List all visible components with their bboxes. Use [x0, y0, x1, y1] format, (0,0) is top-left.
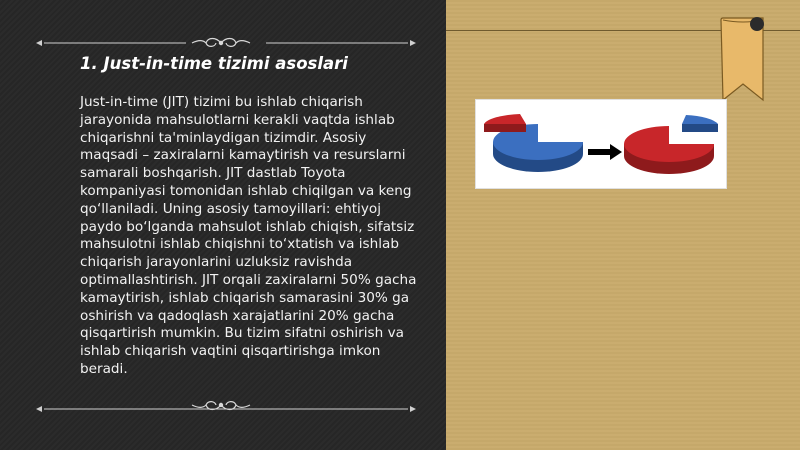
slide-body-text: Just-in-time (JIT) tizimi bu ishlab chiqarish jarayonida mahsulotlarni kerakli vaqtda ishlab chiqarishni ta'minlaydigan tizimdir. Asosiy maqsadi – zaxiralarni kamaytirish va resurslarni samarali boshqarish. JIT dastlab Toyota kompaniyasi tomonidan ishlab chiqilgan va keng qo‘llaniladi. Uning asosiy tamoyillari: ehtiyoj paydo bo‘lganda mahsulot ishlab chiqish, sifatsiz mahsulotni ishlab chiqishni to‘xtatish va ishlab chiqarish jarayonlarini uzluksiz ravishda optimallashtirish. JIT orqali zaxiralarni 50% gacha kamaytirish, ishlab chiqarish samarasini 30% ga oshirish va qadoqlash xarajatlarini 20% gacha qisqartirish mumkin. Bu tizim sifatni oshirish va ishlab chiqarish vaqtini qisqartirishga imkon beradi. [80, 94, 417, 377]
red-pie-icon [624, 126, 714, 174]
bottom-rule [36, 405, 416, 413]
top-rule [36, 39, 416, 47]
red-slice-icon [484, 114, 526, 132]
bookmark-ribbon-icon [719, 0, 767, 104]
blue-slice-icon [682, 115, 718, 132]
arrow-right-icon [588, 144, 622, 160]
pie-transition-figure [475, 99, 727, 189]
slide-title: 1. Just-in-time tizimi asoslari [80, 54, 348, 73]
pie-transition-icon [476, 100, 726, 188]
